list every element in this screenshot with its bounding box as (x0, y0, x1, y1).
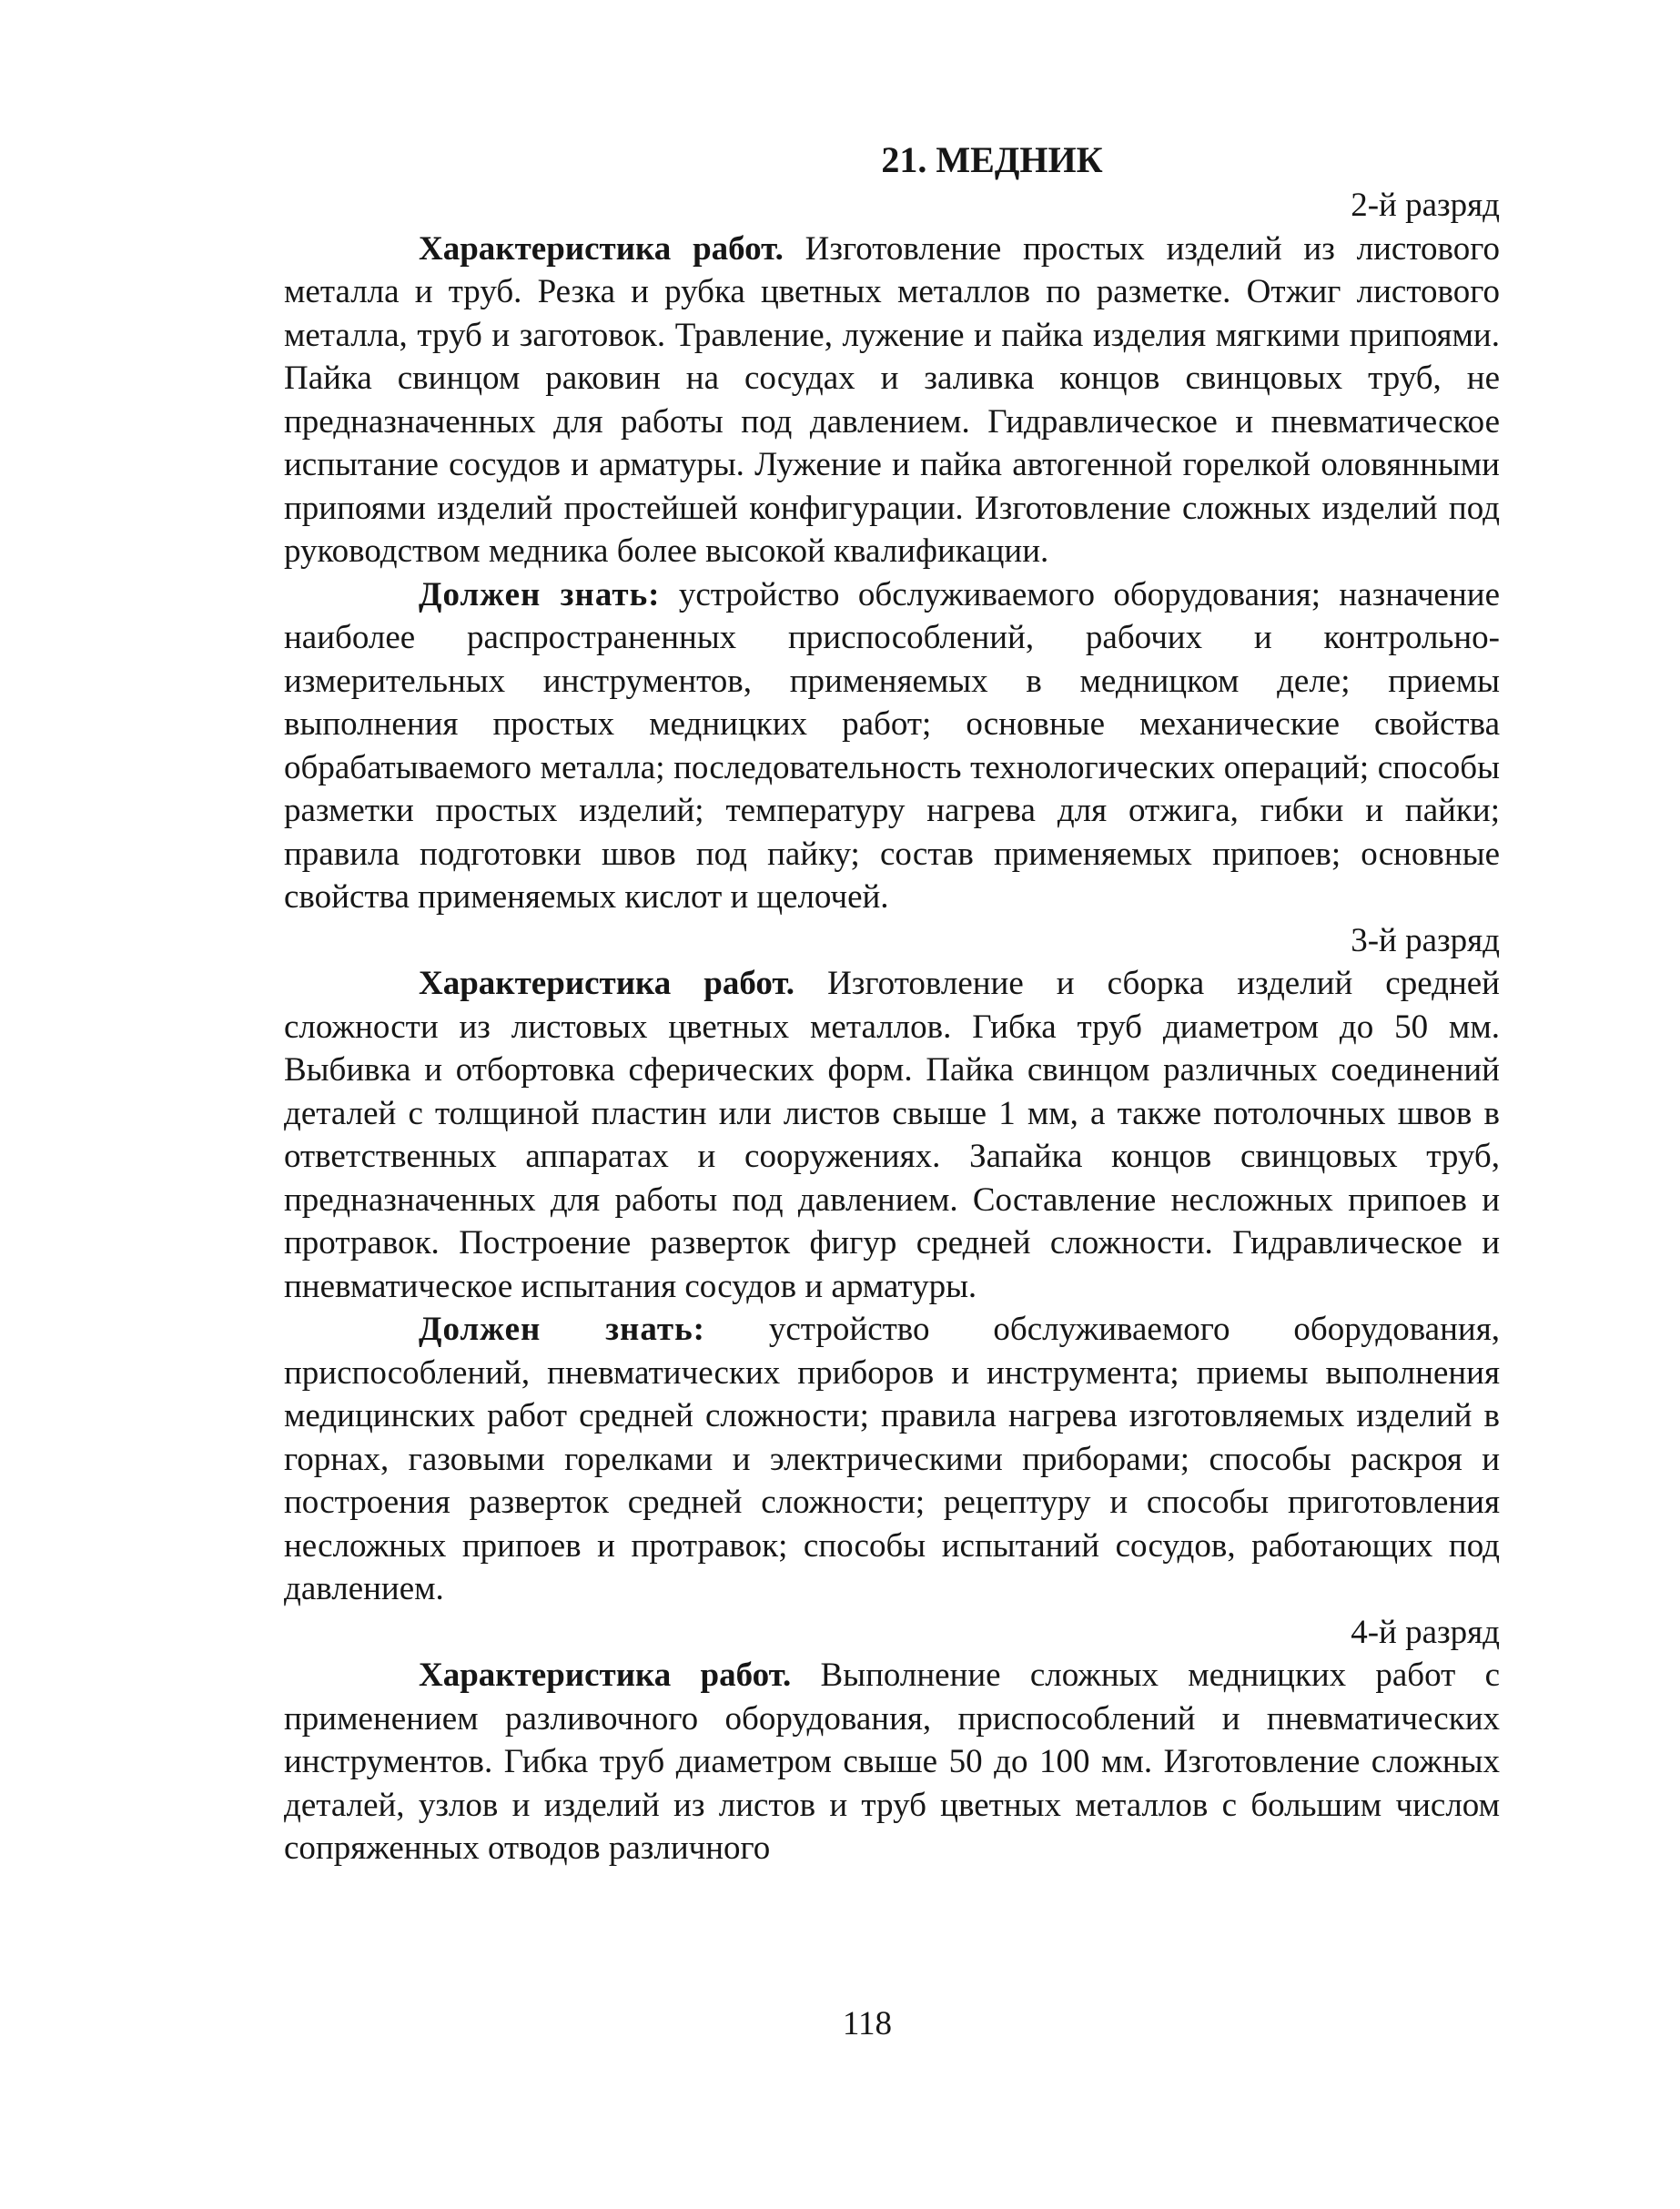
knowledge-text: устройство обслуживаемого оборудования, приспособлений, пневматических приборов и инструмента; приемы выполнения медицинских работ средней сложности; правила нагрева изготовляемых изделий в горнах, газовыми горелками и электрическими приборами; способы раскроя и построения разверток средней сложности; рецептуру и способы приготовления несложных припоев и протравок; способы испытаний сосудов, работающих под давлением. (284, 1311, 1500, 1607)
characteristic-lead: Характеристика работ. (419, 229, 784, 268)
knowledge-lead: Должен знать: (419, 1311, 705, 1348)
grade-heading: 4-й разряд (1351, 1613, 1500, 1651)
characteristic-lead: Характеристика работ. (419, 965, 795, 1002)
document-page (284, 137, 1500, 1870)
required-knowledge-paragraph (284, 1308, 1500, 1611)
grade-heading: 3-й разряд (1351, 921, 1500, 959)
characteristic-text: Выполнение сложных медницких работ с применением разливочного оборудования, приспособлений и пневматических инструментов. Гибка труб диаметром свыше 50 до 100 мм. Изготовление сложных деталей, узлов и изделий из листов и труб цветных металлов с большим числом сопряженных отводов различного (284, 1657, 1500, 1867)
page-title: 21. МЕДНИК (881, 139, 1103, 180)
characteristic-text: Изготовление и сборка изделий средней сложности из листовых цветных металлов. Гибка труб диаметром до 50 мм. Выбивка и отбортовка сферических форм. Пайка свинцом различных соединений деталей с толщиной пластин или листов свыше 1 мм, а также потолочных швов в ответственных аппаратах и сооружениях. Запайка концов свинцовых труб, предназначенных для работы под давлением. Составление несложных припоев и протравок. Построение разверток фигур средней сложности. Гидравлическое и пневматическое испытания сосудов и арматуры. (284, 965, 1500, 1305)
required-knowledge-paragraph (284, 573, 1500, 919)
work-characteristic-paragraph (284, 1654, 1500, 1870)
knowledge-lead: Должен знать: (419, 575, 661, 613)
page-number: 118 (842, 2005, 893, 2042)
knowledge-text: устройство обслуживаемого оборудования; назначение наиболее распространенных приспособлений, рабочих и контрольно-измерительных инструментов, применяемых в медницком деле; приемы выполнения простых медницких работ; основные механические свойства обрабатываемого металла; последовательность технологических операций; способы разметки простых изделий; температуру нагрева для отжига, гибки и пайки; правила подготовки швов под пайку; состав применяемых припоев; основные свойства применяемых кислот и щелочей. (284, 575, 1500, 916)
work-characteristic-paragraph (284, 228, 1500, 573)
work-characteristic-paragraph (284, 962, 1500, 1308)
characteristic-text: Изготовление простых изделий из листового металла и труб. Резка и рубка цветных металлов по разметке. Отжиг листового металла, труб и заготовок. Травление, лужение и пайка изделия мягкими припоями. Пайка свинцом раковин на сосудах и заливка концов свинцовых труб, не предназначенных для работы под давлением. Гидравлическое и пневматическое испытание сосудов и арматуры. Лужение и пайка автогенной горелкой оловянными припоями изделий простейшей конфигурации. Изготовление сложных изделий под руководством медника более высокой квалификации. (284, 229, 1500, 570)
characteristic-lead: Характеристика работ. (419, 1657, 792, 1694)
grade-heading: 2-й разряд (1351, 187, 1500, 224)
